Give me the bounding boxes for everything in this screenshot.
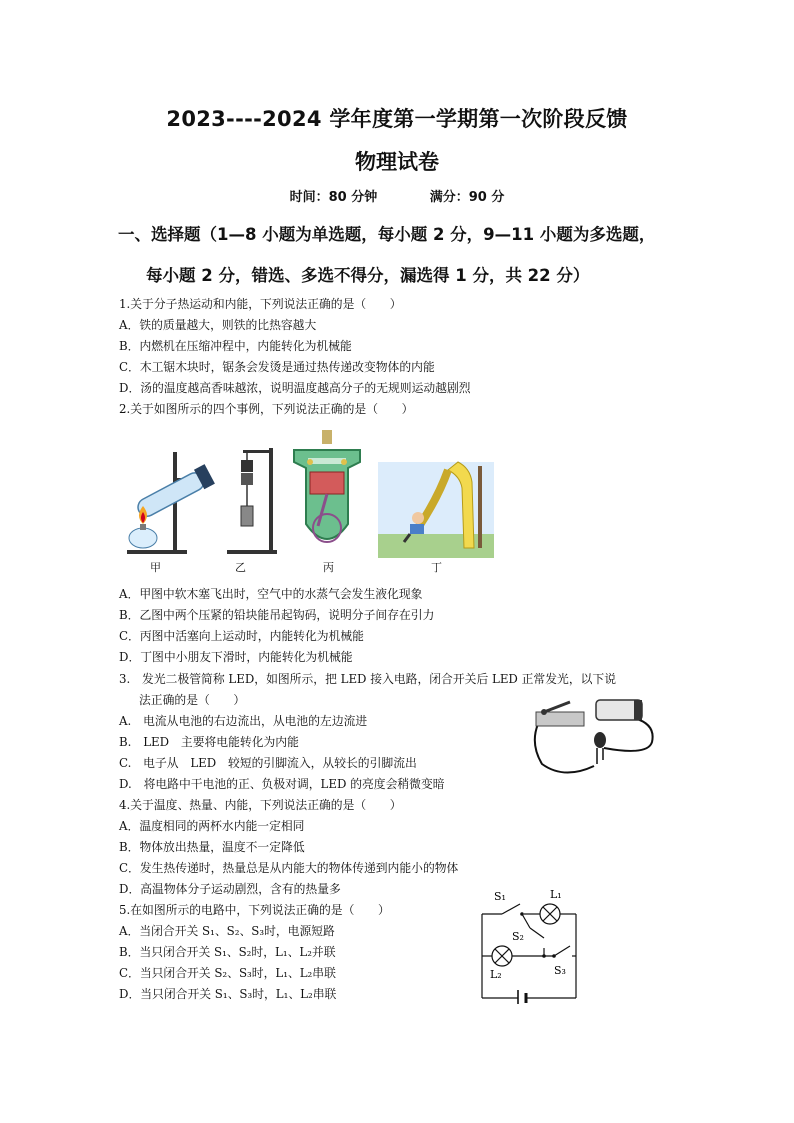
q5-label-l1: L₁ xyxy=(550,888,562,901)
q5-option-c: C．当只闭合开关 S₂、S₃时，L₁、L₂串联 xyxy=(119,966,336,980)
q5-stem: 5.在如图所示的电路中，下列说法正确的是（ ） xyxy=(119,903,390,917)
exam-subtitle: 物理试卷 xyxy=(355,150,439,174)
q1-option-a: A．铁的质量越大，则铁的比热容越大 xyxy=(119,318,317,332)
q3-led-circuit-figure xyxy=(524,694,664,782)
q2-option-c: C．丙图中活塞向上运动时，内能转化为机械能 xyxy=(119,629,364,643)
q1-option-b: B．内燃机在压缩冲程中，内能转化为机械能 xyxy=(119,339,352,353)
q5-label-s2: S₂ xyxy=(512,930,524,943)
q2-figure-bing xyxy=(288,428,366,558)
section-heading-line2: 每小题 2 分，错选、多选不得分，漏选得 1 分，共 22 分） xyxy=(146,266,590,285)
q3-option-b: B. LED 主要将电能转化为内能 xyxy=(119,735,299,749)
q3-option-d: D. 将电路中干电池的正、负极对调，LED 的亮度会稍微变暗 xyxy=(119,777,445,791)
q5-option-b: B．当只闭合开关 S₁、S₂时，L₁、L₂并联 xyxy=(119,945,336,959)
q1-option-c: C．木工锯木块时，锯条会发烫是通过热传递改变物体的内能 xyxy=(119,360,435,374)
exam-title: 2023----2024 学年度第一学期第一次阶段反馈 xyxy=(166,107,628,131)
q5-option-d: D．当只闭合开关 S₁、S₃时，L₁、L₂串联 xyxy=(119,987,337,1001)
exam-meta xyxy=(0,186,794,205)
q4-option-d: D．高温物体分子运动剧烈，含有的热量多 xyxy=(119,882,341,896)
section-heading-line1: 一、选择题（1—8 小题为单选题，每小题 2 分，9—11 小题为多选题， xyxy=(118,225,656,244)
q4-option-c: C．发生热传递时，热量总是从内能大的物体传递到内能小的物体 xyxy=(119,861,459,875)
q2-stem: 2.关于如图所示的四个事例，下列说法正确的是（ ） xyxy=(119,402,414,416)
q2-option-a: A．甲图中软木塞飞出时，空气中的水蒸气会发生液化现象 xyxy=(119,587,423,601)
exam-score: 满分：90 分 xyxy=(429,190,505,205)
q2-caption-bing: 丙 xyxy=(323,561,334,574)
q5-label-l2: L₂ xyxy=(490,968,502,981)
q4-option-a: A．温度相同的两杯水内能一定相同 xyxy=(119,819,305,833)
q2-caption-yi: 乙 xyxy=(235,561,246,574)
q2-figure-ding xyxy=(378,458,494,558)
q5-label-s3: S₃ xyxy=(554,964,566,977)
q3-option-c: C. 电子从 LED 较短的引脚流入，从较长的引脚流出 xyxy=(119,756,417,770)
exam-time: 时间：80 分钟 xyxy=(289,190,378,205)
q4-option-b: B．物体放出热量，温度不一定降低 xyxy=(119,840,305,854)
q3-stem-line2: 法正确的是（ ） xyxy=(139,693,246,707)
q1-stem: 1.关于分子热运动和内能，下列说法正确的是（ ） xyxy=(119,297,402,311)
q5-circuit-diagram xyxy=(474,882,584,1004)
q2-caption-jia: 甲 xyxy=(150,561,161,574)
q2-caption-ding: 丁 xyxy=(431,561,442,574)
q2-option-d: D．丁图中小朋友下滑时，内能转化为机械能 xyxy=(119,650,353,664)
q2-option-b: B．乙图中两个压紧的铅块能吊起钩码，说明分子间存在引力 xyxy=(119,608,435,622)
q2-figure-yi xyxy=(225,440,285,558)
q5-option-a: A．当闭合开关 S₁、S₂、S₃时，电源短路 xyxy=(119,924,335,938)
q2-figure-jia xyxy=(115,440,225,558)
q3-option-a: A. 电流从电池的右边流出，从电池的左边流进 xyxy=(119,714,368,728)
q1-option-d: D．汤的温度越高香味越浓，说明温度越高分子的无规则运动越剧烈 xyxy=(119,381,471,395)
q5-label-s1: S₁ xyxy=(494,890,506,903)
q3-stem-line1: 3. 发光二极管简称 LED，如图所示，把 LED 接入电路，闭合开关后 LED 正常发光，以下说 xyxy=(119,672,617,686)
q4-stem: 4.关于温度、热量、内能，下列说法正确的是（ ） xyxy=(119,798,402,812)
